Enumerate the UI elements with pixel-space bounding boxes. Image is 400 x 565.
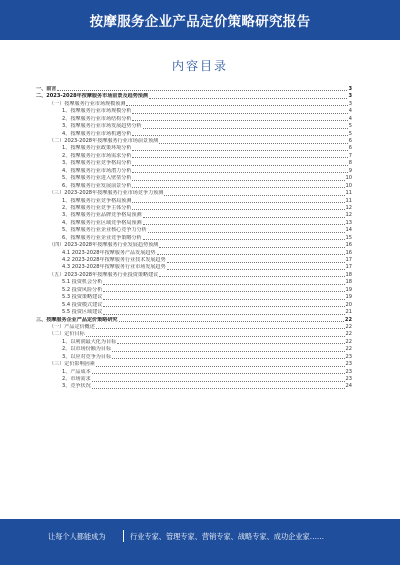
toc-entry[interactable] <box>36 250 352 257</box>
toc-dot-leader <box>132 179 344 181</box>
toc-entry-title: 1、按摩服务行业竞争格局预测 <box>62 197 132 204</box>
toc-dot-leader <box>103 298 344 300</box>
toc-entry-title: 5.5 投资区域建议 <box>62 309 103 316</box>
toc-entry[interactable] <box>36 146 352 153</box>
toc-entry[interactable] <box>36 108 352 115</box>
toc-entry-page: 10 <box>345 175 352 182</box>
toc-entry-title: 6、按摩服务行业企业竞争策略分析 <box>62 234 142 241</box>
toc-entry-page: 6 <box>348 145 352 152</box>
toc-entry-title: （五）2023-2028年按摩服务行业投资策略建议 <box>49 271 159 278</box>
toc-entry-title: 3、以应对竞争为目标 <box>62 353 112 360</box>
toc-entry-title: 3、竞争状况 <box>62 383 91 390</box>
header-banner <box>0 0 400 40</box>
toc-entry-title: 4.2 2023-2028年按摩服务行业技术发展趋势 <box>62 257 166 264</box>
toc-dot-leader <box>92 387 345 389</box>
toc-dot-leader <box>167 268 345 270</box>
toc-entry-title: 三、按摩服务企业产品定价策略研究 <box>36 316 118 323</box>
toc-entry[interactable] <box>36 183 352 190</box>
toc-dot-leader <box>132 134 347 136</box>
toc-entry-title: 2、按摩服务行业竞争主体分析 <box>62 204 132 211</box>
toc-entry[interactable] <box>36 302 352 309</box>
toc-entry[interactable] <box>36 131 352 138</box>
toc-entry-page: 23 <box>345 368 352 375</box>
toc-entry-title: 5、按摩服务行业企业核心竞争力分析 <box>62 227 147 234</box>
footer-slogan: 让每个人都能成为 <box>48 532 106 541</box>
toc-entry-page: 16 <box>345 249 352 256</box>
toc-entry[interactable] <box>36 227 352 234</box>
toc-entry[interactable] <box>36 242 352 249</box>
toc-entry-title: 3、按摩服务行业品牌竞争格局预测 <box>62 212 142 219</box>
toc-entry[interactable] <box>36 346 352 353</box>
footer-divider <box>123 530 124 542</box>
toc-entry-page: 19 <box>345 294 352 301</box>
toc-entry-title: （三）2023-2028年按摩服务行业市场竞争力预测 <box>49 190 164 197</box>
toc-entry-title: 1、按摩服务行业市场规模分析 <box>62 108 132 115</box>
toc-entry-title: 4.3 2023-2028年按摩服务行业市场发展趋势 <box>62 264 166 271</box>
toc-entry-title: 2、按摩服务行业市场需求分析 <box>62 152 132 159</box>
toc-entry-title: 一、前言 <box>36 85 57 92</box>
toc-entry-title: （一）按摩服务行业市场规模预测 <box>49 100 126 107</box>
toc-dot-leader <box>132 201 344 203</box>
toc-entry-title: （二）2023-2028年按摩服务行业市场前景预测 <box>49 138 159 145</box>
toc-dot-leader <box>103 305 344 307</box>
toc-entry-title: 4、按摩服务行业市场潜力分析 <box>62 167 132 174</box>
toc-dot-leader <box>132 119 347 121</box>
table-of-contents <box>36 86 352 391</box>
toc-entry-page: 14 <box>345 227 352 234</box>
toc-entry-page: 11 <box>345 190 352 197</box>
toc-dot-leader <box>143 223 345 225</box>
toc-dot-leader <box>117 342 344 344</box>
toc-entry[interactable] <box>36 175 352 182</box>
toc-dot-leader <box>132 156 347 158</box>
footer-roles: 行业专家、管理专家、营销专家、战略专家、成功企业家…… <box>130 532 325 541</box>
toc-entry-page: 18 <box>345 279 352 286</box>
toc-dot-leader <box>103 283 344 285</box>
toc-entry-page: 9 <box>348 167 352 174</box>
toc-entry-page: 5 <box>348 130 352 137</box>
toc-entry-title: 4.1 2023-2028年按摩服务产品发展趋势 <box>62 249 156 256</box>
toc-entry[interactable] <box>36 116 352 123</box>
toc-dot-leader <box>132 171 347 173</box>
toc-dot-leader <box>167 261 345 263</box>
toc-entry-page: 23 <box>345 361 352 368</box>
toc-entry-page: 23 <box>345 353 352 360</box>
toc-entry-page: 17 <box>345 264 352 271</box>
toc-entry-page: 7 <box>348 152 352 159</box>
toc-entry-title: 5.4 投资模式建议 <box>62 301 103 308</box>
toc-entry-page: 12 <box>345 204 352 211</box>
toc-entry[interactable] <box>36 279 352 286</box>
toc-entry-page: 6 <box>348 138 352 145</box>
toc-entry[interactable] <box>36 317 352 324</box>
toc-entry-page: 3 <box>348 93 352 100</box>
toc-entry[interactable] <box>36 376 352 383</box>
toc-entry[interactable] <box>36 138 352 145</box>
toc-entry-page: 4 <box>348 108 352 115</box>
toc-entry[interactable] <box>36 331 352 338</box>
toc-dot-leader <box>86 335 345 337</box>
toc-entry-page: 17 <box>345 257 352 264</box>
toc-entry-page: 22 <box>345 323 352 330</box>
toc-dot-leader <box>96 365 345 367</box>
toc-dot-leader <box>164 194 344 196</box>
toc-entry-page: 23 <box>345 376 352 383</box>
toc-entry-title: 3、按摩服务行业竞争格局分析 <box>62 160 132 167</box>
toc-entry[interactable] <box>36 265 352 272</box>
toc-entry-page: 11 <box>345 197 352 204</box>
toc-entry[interactable] <box>36 93 352 100</box>
toc-dot-leader <box>157 253 345 255</box>
toc-entry[interactable] <box>36 287 352 294</box>
toc-entry-page: 22 <box>345 338 352 345</box>
footer-banner <box>0 519 400 565</box>
toc-entry[interactable] <box>36 324 352 331</box>
toc-dot-leader <box>132 208 344 210</box>
toc-entry-title: （三）定价影响因素 <box>49 361 95 368</box>
toc-dot-leader <box>143 127 348 129</box>
toc-entry[interactable] <box>36 354 352 361</box>
toc-dot-leader <box>148 231 345 233</box>
toc-dot-leader <box>57 89 347 91</box>
toc-entry-page: 8 <box>348 160 352 167</box>
toc-entry[interactable] <box>36 339 352 346</box>
toc-entry[interactable] <box>36 190 352 197</box>
toc-entry[interactable] <box>36 235 352 242</box>
toc-dot-leader <box>92 372 345 374</box>
toc-entry-title: 6、按摩服务行业发展前景分析 <box>62 182 132 189</box>
toc-entry-title: 5、按摩服务行业进入壁垒分析 <box>62 175 132 182</box>
toc-entry-page: 5 <box>348 123 352 130</box>
toc-entry-title: 2、以市场份额为目标 <box>62 346 112 353</box>
toc-entry-title: 3、按摩服务行业市场发展趋势分析 <box>62 123 142 130</box>
toc-entry[interactable] <box>36 198 352 205</box>
toc-entry[interactable] <box>36 212 352 219</box>
toc-entry[interactable] <box>36 86 352 93</box>
toc-entry-page: 22 <box>345 346 352 353</box>
toc-entry[interactable] <box>36 294 352 301</box>
toc-entry[interactable] <box>36 384 352 391</box>
toc-entry-title: 1、产品成本 <box>62 368 91 375</box>
toc-dot-leader <box>92 380 345 382</box>
toc-entry-page: 3 <box>348 100 352 107</box>
report-title: 按摩服务企业产品定价策略研究报告 <box>89 14 311 30</box>
toc-entry[interactable] <box>36 160 352 167</box>
toc-dot-leader <box>143 238 345 240</box>
toc-entry-title: 4、按摩服务行业市场机遇分析 <box>62 130 132 137</box>
toc-dot-leader <box>132 112 347 114</box>
toc-entry-page: 3 <box>348 85 352 92</box>
toc-entry-page: 13 <box>345 219 352 226</box>
toc-entry[interactable] <box>36 220 352 227</box>
toc-entry-page: 21 <box>345 309 352 316</box>
toc-entry-title: （四）2023-2028年按摩服务行业发展趋势预测 <box>49 242 159 249</box>
toc-entry[interactable] <box>36 272 352 279</box>
toc-entry-title: 1、以利润最大化为目标 <box>62 338 117 345</box>
toc-dot-leader <box>132 186 344 188</box>
toc-entry[interactable] <box>36 168 352 175</box>
toc-dot-leader <box>112 357 344 359</box>
toc-entry[interactable] <box>36 123 352 130</box>
toc-entry-page: 16 <box>345 242 352 249</box>
toc-entry[interactable] <box>36 257 352 264</box>
toc-entry[interactable] <box>36 205 352 212</box>
toc-entry-page: 12 <box>345 212 352 219</box>
toc-dot-leader <box>149 97 347 99</box>
toc-dot-leader <box>126 104 347 106</box>
toc-heading: 内容目录 <box>171 59 228 73</box>
toc-entry-title: 二、2023-2028年按摩服务市场前景及趋势预测 <box>36 93 148 100</box>
toc-entry-page: 22 <box>345 331 352 338</box>
toc-entry-title: 5.2 投资风险分析 <box>62 286 103 293</box>
toc-dot-leader <box>132 164 347 166</box>
toc-dot-leader <box>159 142 347 144</box>
toc-entry-page: 24 <box>345 383 352 390</box>
toc-dot-leader <box>143 216 345 218</box>
toc-entry-title: 4、按摩服务行业区域竞争格局预测 <box>62 219 142 226</box>
toc-entry-page: 19 <box>345 286 352 293</box>
toc-entry-title: 2、按摩服务行业市场结构分析 <box>62 115 132 122</box>
toc-entry-title: 1、按摩服务行业政策环境分析 <box>62 145 132 152</box>
toc-entry-page: 10 <box>345 182 352 189</box>
toc-dot-leader <box>132 149 347 151</box>
toc-entry-title: 5.1 投资机会分析 <box>62 279 103 286</box>
toc-entry-title: （二）定价目标 <box>49 331 85 338</box>
toc-dot-leader <box>159 275 344 277</box>
toc-dot-leader <box>96 327 345 329</box>
toc-dot-leader <box>103 290 344 292</box>
toc-entry-title: 2、市场需求 <box>62 376 91 383</box>
toc-entry-page: 22 <box>344 316 352 323</box>
toc-entry[interactable] <box>36 369 352 376</box>
toc-entry-title: （一）产品定价概述 <box>49 323 95 330</box>
toc-dot-leader <box>103 313 344 315</box>
toc-entry[interactable] <box>36 153 352 160</box>
toc-entry[interactable] <box>36 101 352 108</box>
toc-entry-title: 5.3 投资策略建议 <box>62 294 103 301</box>
toc-entry[interactable] <box>36 361 352 368</box>
toc-entry-page: 18 <box>345 271 352 278</box>
toc-dot-leader <box>119 320 344 322</box>
toc-entry-page: 15 <box>345 234 352 241</box>
toc-entry-page: 4 <box>348 115 352 122</box>
toc-entry[interactable] <box>36 309 352 316</box>
toc-dot-leader <box>112 350 344 352</box>
toc-dot-leader <box>159 246 344 248</box>
toc-entry-page: 20 <box>345 301 352 308</box>
